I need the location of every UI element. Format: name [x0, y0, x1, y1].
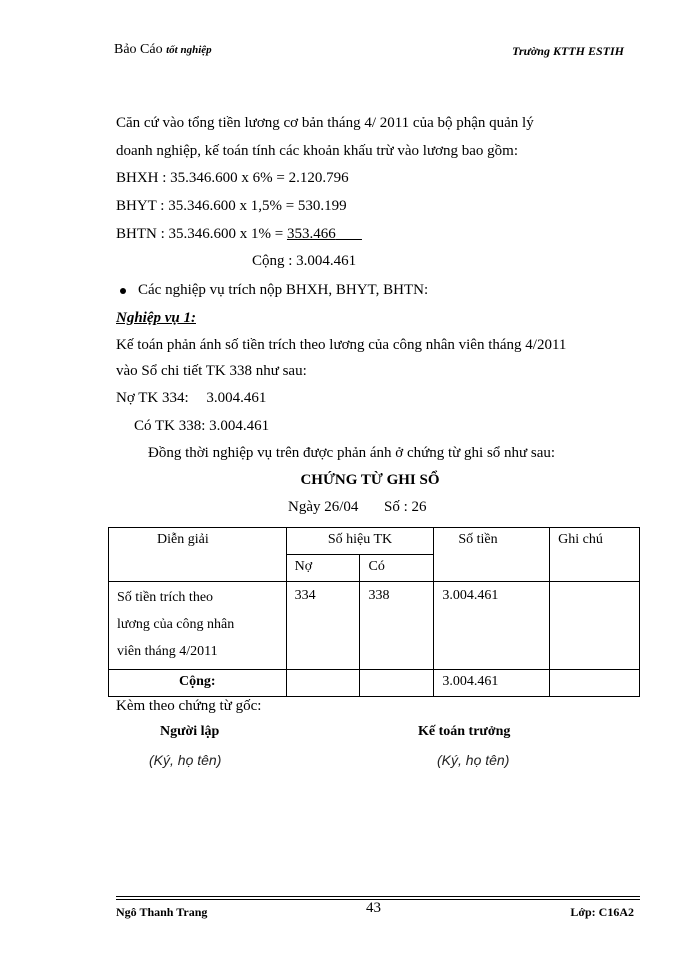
page-number: 43 — [366, 900, 381, 916]
signature-creator-note: (Ký, họ tên) — [149, 752, 222, 768]
header-report-sub: tốt nghiệp — [166, 44, 212, 56]
desc-line-1: Kế toán phản ánh số tiền trích theo lương của công nhân viên tháng 4/2011 — [116, 337, 567, 353]
footer-class: Lớp: C16A2 — [570, 905, 634, 919]
row-debit-account: 334 — [286, 582, 360, 670]
table-row — [109, 582, 640, 670]
bullet-line — [120, 282, 428, 299]
no-tk-value: 3.004.461 — [206, 390, 267, 406]
voucher-date: Ngày 26/04 — [288, 499, 359, 515]
attachments-line: Kèm theo chứng từ gốc: — [116, 698, 262, 714]
row-credit-account: 338 — [360, 582, 434, 670]
row-amount: 3.004.461 — [434, 582, 550, 670]
header-school: Trường KTTH ESTIH — [512, 44, 624, 58]
col-dien-giai: Diễn giải — [109, 528, 287, 582]
col-so-tien: Số tiền — [434, 528, 550, 582]
footer-rule-top — [116, 896, 640, 897]
signature-chief-accountant: Kế toán trưởng — [418, 724, 511, 739]
header-report-main: Bảo Cáo — [114, 42, 163, 57]
col-no: Nợ — [286, 555, 360, 582]
no-tk-line — [116, 390, 266, 407]
total-amount: 3.004.461 — [434, 670, 550, 697]
co-tk-line: Có TK 338: 3.004.461 — [134, 418, 270, 434]
signature-chief-accountant-note: (Ký, họ tên) — [437, 752, 510, 768]
voucher-title: CHỨNG TỪ GHI SỔ — [300, 472, 440, 488]
bhyt-line: BHYT : 35.346.600 x 1,5% = 530.199 — [116, 198, 347, 214]
total-row — [109, 670, 640, 697]
bullet-text: Các nghiệp vụ trích nộp BHXH, BHYT, BHTN: — [138, 282, 429, 298]
bhtn-prefix: BHTN : 35.346.600 x 1% = — [116, 226, 287, 242]
total-label: Cộng: — [109, 670, 287, 697]
intro-line-2: doanh nghiệp, kế toán tính các khoản khấu trừ vào lương bao gồm: — [116, 143, 519, 159]
voucher-header-row — [109, 528, 640, 555]
signature-creator: Người lập — [160, 724, 220, 739]
bhtn-value: 353.466 — [286, 226, 336, 242]
col-so-hieu: Số hiệu TK — [286, 528, 434, 555]
dong-thoi-line: Đồng thời nghiệp vụ trên được phản ánh ở chứng từ ghi sổ như sau: — [148, 445, 556, 461]
header-report-title — [114, 42, 212, 58]
voucher-number: Số : 26 — [384, 499, 427, 515]
row-description: Số tiền trích theo lương của công nhân viên tháng 4/2011 — [109, 582, 287, 670]
nghiep-vu-heading: Nghiệp vụ 1: — [116, 310, 196, 326]
desc-line-2: vào Sổ chi tiết TK 338 như sau: — [116, 363, 307, 379]
col-ghi-chu: Ghi chú — [550, 528, 640, 582]
cong-line: Cộng : 3.004.461 — [252, 253, 357, 269]
no-tk-label: Nợ TK 334: — [116, 390, 189, 406]
row-note — [550, 582, 640, 670]
footer-author: Ngô Thanh Trang — [116, 905, 208, 919]
bullet-icon — [120, 288, 126, 294]
bhtn-line — [116, 226, 362, 243]
voucher-table — [108, 527, 640, 697]
bhxh-line: BHXH : 35.346.600 x 6% = 2.120.796 — [116, 170, 349, 186]
intro-line-1: Căn cứ vào tổng tiền lương cơ bản tháng 4/ 2011 của bộ phận quản lý — [116, 115, 534, 131]
col-co: Có — [360, 555, 434, 582]
